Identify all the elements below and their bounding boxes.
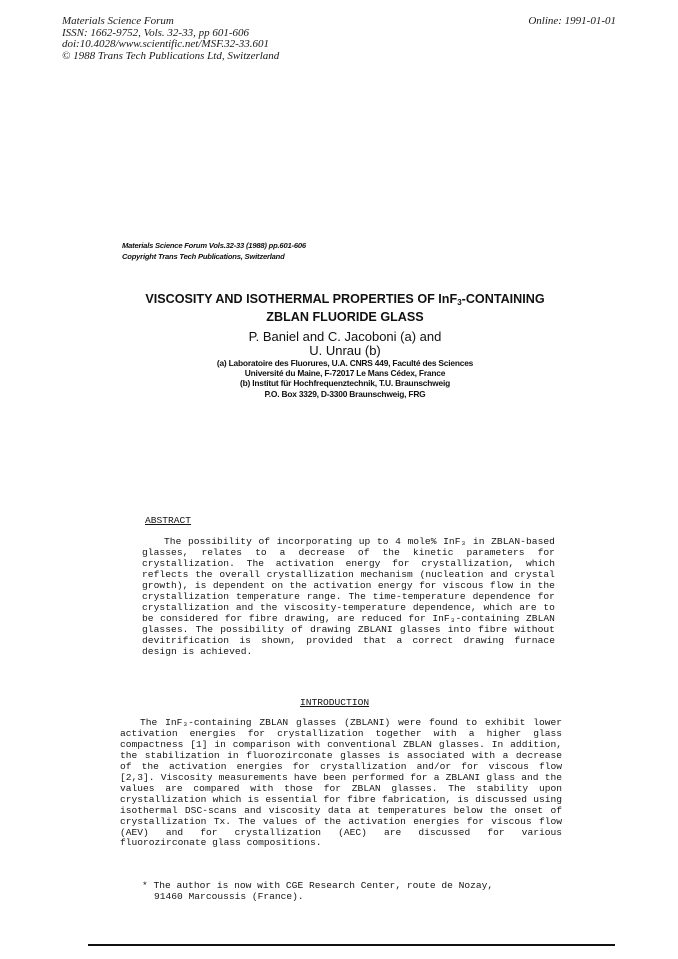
journal-reference-line: Materials Science Forum Vols.32-33 (1988) pp.601-606 (122, 241, 306, 250)
affiliations (100, 358, 590, 399)
journal-reference (122, 240, 306, 262)
abstract-text: The possibility of incorporating up to 4 mole% InF₃ in ZBLAN-based glasses, relates to a decrease of the kinetic parameters for crystallization. The activation energy for crystallization, which reflects the overall crystallization mechanism (nucleation and crystal growth), is dependent on the activation energy for viscous flow in the crystallization temperature range. The time-temperature dependence for crystallization and the viscosity-temperature dependence, which are to be considered for fibre drawing, are reduced for InF₃-containing ZBLAN glasses. The possibility of drawing ZBLANI glasses into fibre without devitrification is shown, provided that a correct drawing furnace design is achieved. (142, 536, 555, 657)
footnote-line-1: * The author is now with CGE Research Center, route de Nozay, (142, 880, 494, 891)
paper-title (100, 292, 590, 324)
title-line-1-post: -CONTAINING (461, 292, 545, 306)
affiliation-line: (a) Laboratoire des Fluorures, U.A. CNRS 449, Faculté des Sciences (216, 358, 474, 368)
title-subscript: 3 (457, 298, 462, 307)
publication-header (62, 16, 279, 62)
introduction-text: The InF₃-containing ZBLAN glasses (ZBLANI) were found to exhibit lower activation energies for crystallization together with a higher glass compactness [1] in comparison with conventional ZBLAN glasses. In addition, the stabilization in fluorozirconate glasses is associated with a decrease of the activation energies for crystallization and/or for viscous flow [2,3]. Viscosity measurements have been performed for a ZBLANI glass and the values are compared with those for ZBLAN glasses. The stability upon crystallization which is essential for fibre fabrication, is discussed using isothermal DSC-scans and viscosity data at temperatures below the onset of crystallization Tx. The values of the activation energies for viscous flow (AEV) and for crystallization (AEC) are discussed for various fluorozirconate glass compositions. (120, 717, 562, 849)
introduction-heading: INTRODUCTION (300, 697, 370, 708)
title-line-2: ZBLAN FLUORIDE GLASS (266, 310, 424, 324)
bottom-rule (88, 944, 615, 946)
footnote (142, 880, 562, 902)
authors-line-2: U. Unrau (b) (309, 343, 381, 358)
affiliation-line: P.O. Box 3329, D-3300 Braunschweig, FRG (264, 388, 426, 399)
title-line-1-pre: VISCOSITY AND ISOTHERMAL PROPERTIES OF InF (145, 292, 458, 306)
abstract-heading: ABSTRACT (145, 515, 192, 526)
issn-line: ISSN: 1662-9752, Vols. 32-33, pp 601-606 (62, 26, 249, 39)
journal-name: Materials Science Forum (62, 15, 174, 27)
affiliation-line: Université du Maine, F-72017 Le Mans Cédex, France (244, 368, 446, 379)
journal-copyright-line: Copyright Trans Tech Publications, Switzerland (122, 252, 285, 261)
footnote-line-2: 91460 Marcoussis (France). (154, 891, 304, 902)
title-line-1 (100, 292, 590, 310)
doi-line[interactable]: doi:10.4028/www.scientific.net/MSF.32-33.601 (62, 38, 270, 51)
affiliation-line: (b) Institut für Hochfrequenztechnik, T.U. Braunschweig (239, 378, 451, 389)
online-date: Online: 1991-01-01 (528, 15, 616, 27)
copyright-line: © 1988 Trans Tech Publications Ltd, Switzerland (62, 49, 280, 62)
authors (100, 330, 590, 358)
authors-line-1: P. Baniel and C. Jacoboni (a) and (248, 329, 442, 344)
